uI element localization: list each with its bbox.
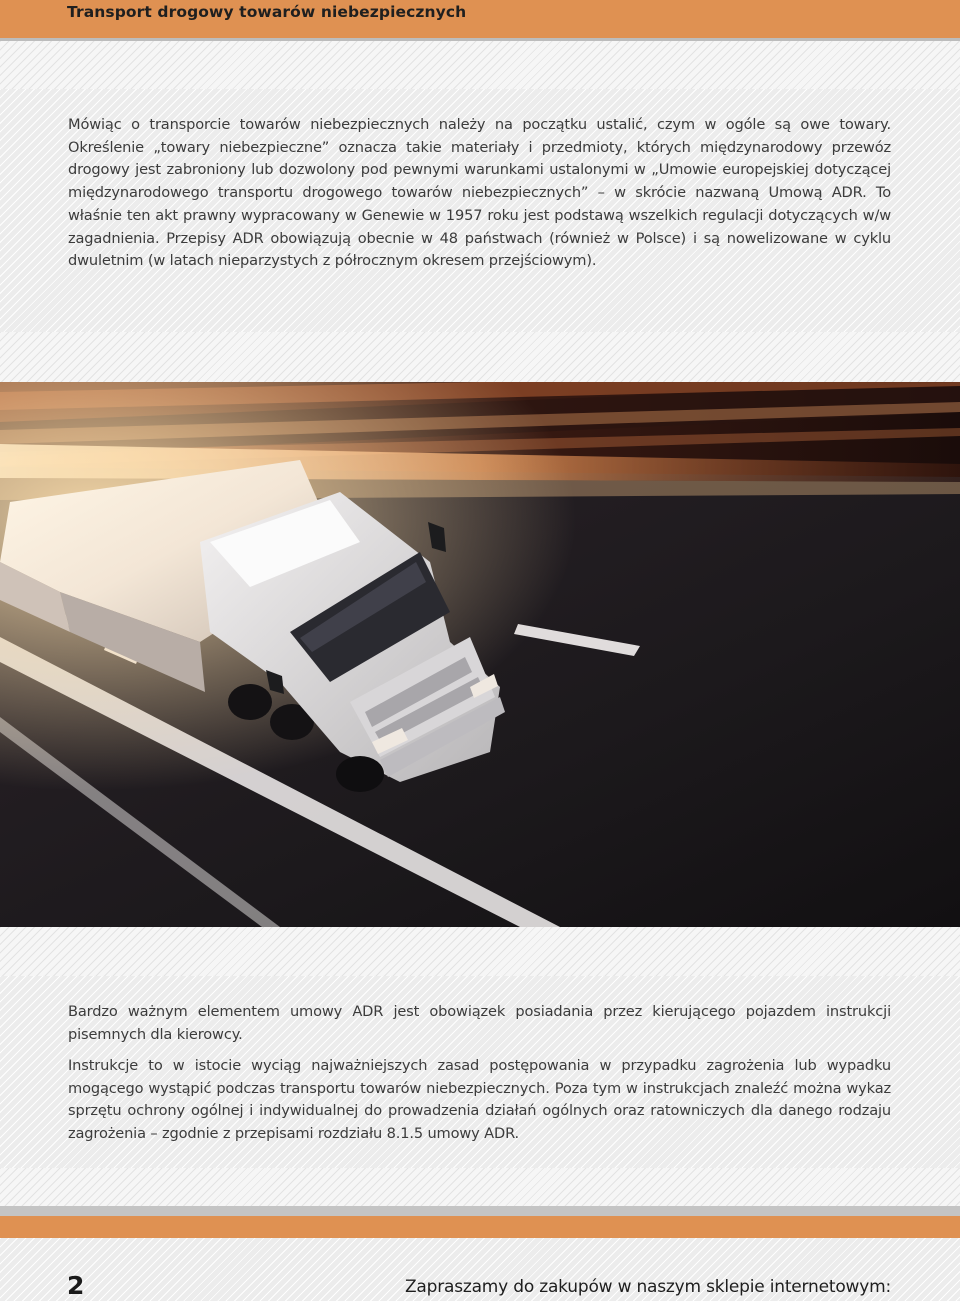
page-footer (0, 1238, 960, 1301)
adr-paragraph-1: Bardzo ważnym elementem umowy ADR jest obowiązek posiadania przez kierującego pojazdem instrukcji pisemnych dla kierowcy. (68, 1003, 891, 1043)
decorative-band (0, 41, 960, 89)
adr-paragraph-2: Instrukcje to w istocie wyciąg najważniejszych zasad postępowania w przypadku zagrożenia lub wypadku mogącego wystąpić podczas transportu towarów niebezpiecznych. Poza tym w instrukcjach znaleźć można wykaz sprzętu ochrony ogólnej i indywidualnej do prowadzenia działań ogólnych oraz ratowniczych dla danego rodzaju zagrożenia – zgodnie z przepisami rozdziału 8.1.5 umowy ADR. (68, 1057, 891, 1143)
adr-section (0, 976, 960, 1168)
decorative-band (0, 332, 960, 382)
page-header (0, 0, 960, 41)
truck-photo (0, 382, 960, 927)
page-number: 2 (67, 1271, 85, 1300)
header-title: Transport drogowy towarów niebezpiecznych (67, 3, 467, 21)
decorative-band (0, 927, 960, 976)
decorative-band (0, 1168, 960, 1206)
intro-section (0, 89, 960, 332)
footer-divider (0, 1206, 960, 1216)
intro-paragraph: Mówiąc o transporcie towarów niebezpiecznych należy na początku ustalić, czym w ogóle są owe towary. Określenie „towary niebezpieczne” oznacza takie materiały i przedmioty, których międzynarodowy przewóz drogowy jest zabroniony lub dozwolony pod pewnymi warunkami ustalonymi w „Umowie europejskiej dotyczącej międzynarodowego transportu drogowego towarów niebezpiecznych” – w skrócie nazwaną Umową ADR. To właśnie ten akt prawny wypracowany w Genewie w 1957 roku jest podstawą wszelkich regulacji dotyczących w/w zagadnienia. Przepisy ADR obowiązują obecnie w 48 państwach (również w Polsce) i są nowelizowane w cyklu dwuletnim (w latach nieparzystych z półrocznym okresem przejściowym). (68, 116, 891, 270)
footer-shop-invitation: Zapraszamy do zakupów w naszym sklepie internetowym: (404, 1277, 891, 1297)
footer-accent-bar (0, 1216, 960, 1238)
